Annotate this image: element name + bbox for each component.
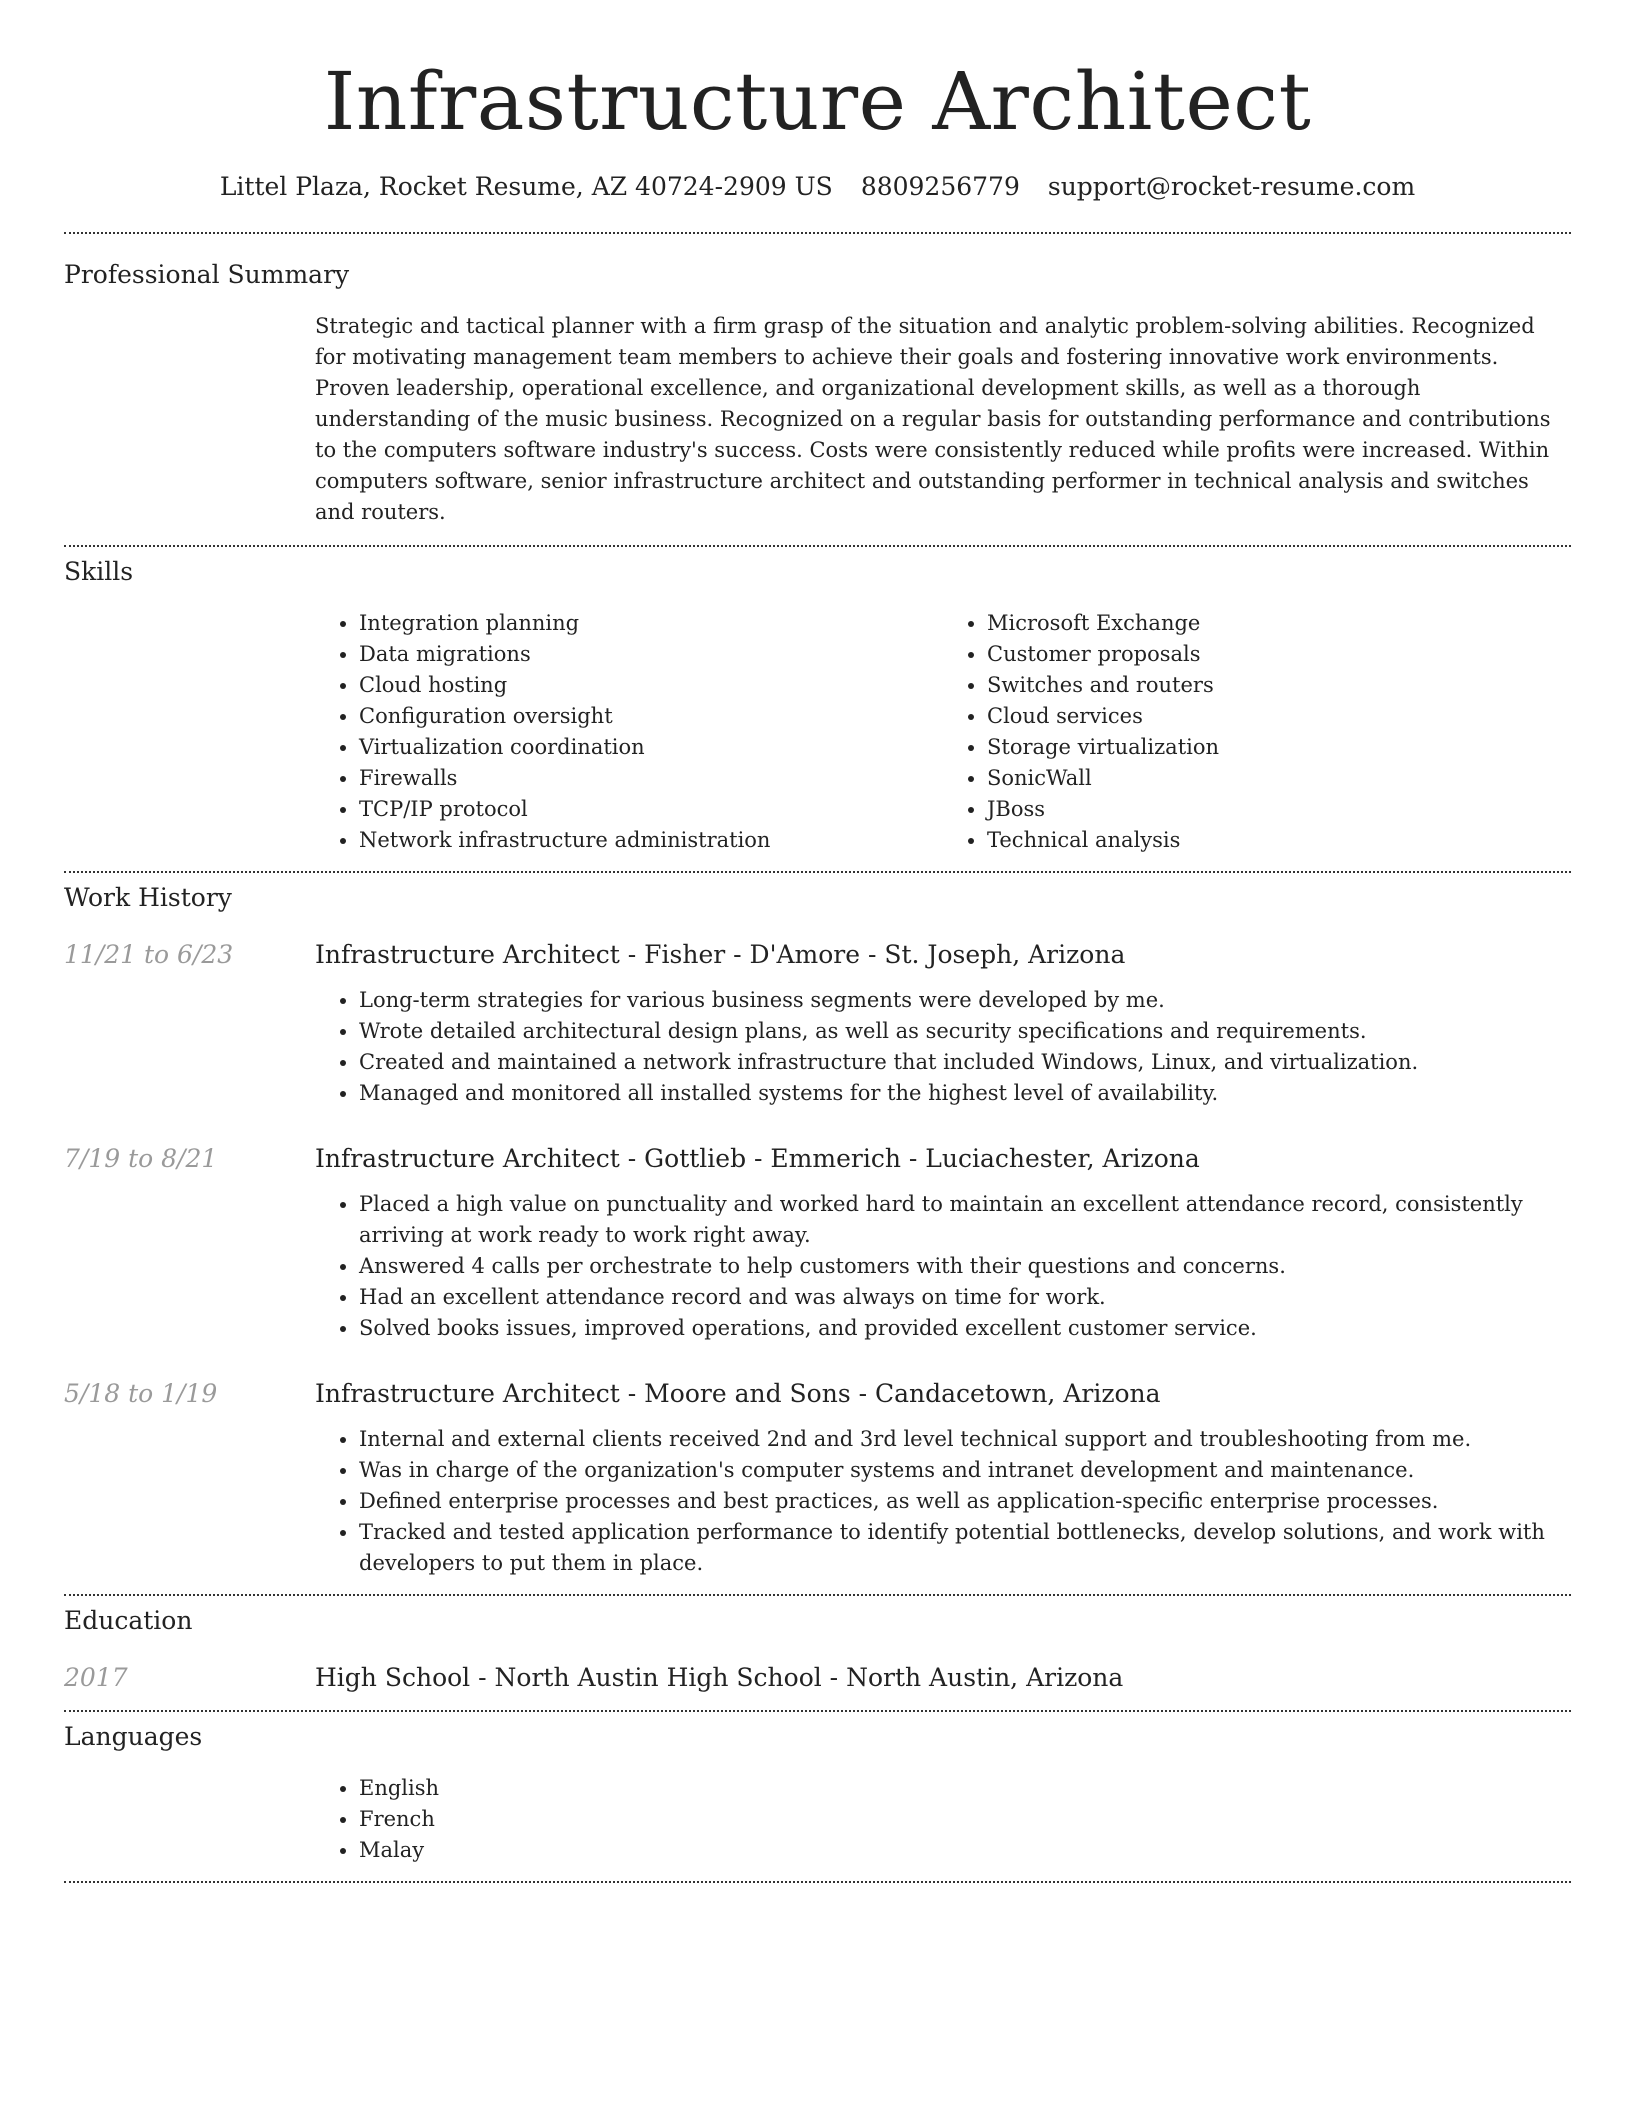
job-bullets <box>315 1424 1571 1579</box>
skill-item: • Integration planning <box>359 608 943 639</box>
job-bullet: • Long-term strategies for various business segments were developed by me. <box>359 985 1571 1016</box>
education-title: Education <box>64 1606 193 1635</box>
language-item: • Malay <box>359 1835 1571 1866</box>
job-bullet: • Was in charge of the organization's computer systems and intranet development and maintenance. <box>359 1455 1571 1486</box>
summary-section <box>64 234 1571 545</box>
language-item: • English <box>359 1773 1571 1804</box>
skill-item: • Switches and routers <box>987 670 1571 701</box>
education-entry: High School - North Austin High School - North Austin, Arizona <box>315 1663 1124 1692</box>
job-bullet: • Placed a high value on punctuality and worked hard to maintain an excellent attendance record, consistently arriving at work ready to work right away. <box>359 1189 1571 1251</box>
job-bullet: • Created and maintained a network infrastructure that included Windows, Linux, and virtualization. <box>359 1047 1571 1078</box>
languages-section <box>64 1712 1571 1881</box>
job-entry <box>64 1377 1571 1579</box>
job-bullet: • Tracked and tested application performance to identify potential bottlenecks, develop solutions, and work with developers to put them in place. <box>359 1517 1571 1579</box>
job-date: 7/19 to 8/21 <box>64 1144 218 1173</box>
job-title: Infrastructure Architect - Fisher - D'Amore - St. Joseph, Arizona <box>315 940 1126 969</box>
job-bullets <box>315 985 1571 1109</box>
job-bullet: • Wrote detailed architectural design plans, as well as security specifications and requirements. <box>359 1016 1571 1047</box>
contact-address: Littel Plaza, Rocket Resume, AZ 40724-2909 US <box>219 172 833 201</box>
job-bullet: • Managed and monitored all installed systems for the highest level of availability. <box>359 1078 1571 1109</box>
job-bullet: • Internal and external clients received 2nd and 3rd level technical support and troubleshooting from me. <box>359 1424 1571 1455</box>
skill-item: • SonicWall <box>987 763 1571 794</box>
job-bullets <box>315 1189 1571 1344</box>
skill-item: • Configuration oversight <box>359 701 943 732</box>
skills-section <box>64 547 1571 871</box>
skills-list-left <box>315 608 943 856</box>
summary-text: Strategic and tactical planner with a firm grasp of the situation and analytic problem-solving abilities. Recognized for motivating management team members to achieve their goals and fostering innovative work environments. Proven leadership, operational excellence, and organizational development skills, as well as a thorough understanding of the music business. Recognized on a regular basis for outstanding performance and contributions to the computers software industry's success. Costs were consistently reduced while profits were increased. Within computers software, senior infrastructure architect and outstanding performer in technical analysis and switches and routers. <box>315 314 1551 524</box>
job-bullet: • Defined enterprise processes and best practices, as well as application-specific enterprise processes. <box>359 1486 1571 1517</box>
skill-item: • Customer proposals <box>987 639 1571 670</box>
skill-item: • Cloud hosting <box>359 670 943 701</box>
skill-item: • Data migrations <box>359 639 943 670</box>
languages-list <box>315 1773 1571 1866</box>
skill-item: • JBoss <box>987 794 1571 825</box>
skill-item: • Microsoft Exchange <box>987 608 1571 639</box>
language-item: • French <box>359 1804 1571 1835</box>
job-bullet: • Solved books issues, improved operations, and provided excellent customer service. <box>359 1313 1571 1344</box>
education-section <box>64 1596 1571 1710</box>
skills-title: Skills <box>64 557 134 586</box>
job-date: 11/21 to 6/23 <box>64 940 234 969</box>
skill-item: • Storage virtualization <box>987 732 1571 763</box>
work-title: Work History <box>64 883 232 912</box>
education-date: 2017 <box>64 1663 128 1692</box>
skill-item: • Virtualization coordination <box>359 732 943 763</box>
contact-email[interactable]: support@rocket-resume.com <box>1047 172 1416 201</box>
work-section <box>64 873 1571 1594</box>
languages-title: Languages <box>64 1722 203 1751</box>
job-title: Infrastructure Architect - Gottlieb - Emmerich - Luciachester, Arizona <box>315 1144 1200 1173</box>
job-entry <box>64 1142 1571 1344</box>
job-entry <box>64 938 1571 1109</box>
job-bullet: • Answered 4 calls per orchestrate to help customers with their questions and concerns. <box>359 1251 1571 1282</box>
skill-item: • Network infrastructure administration <box>359 825 943 856</box>
skill-item: • TCP/IP protocol <box>359 794 943 825</box>
skill-item: • Firewalls <box>359 763 943 794</box>
job-date: 5/18 to 1/19 <box>64 1379 218 1408</box>
skill-item: • Technical analysis <box>987 825 1571 856</box>
summary-title: Professional Summary <box>64 260 350 289</box>
resume-page <box>64 0 1571 1883</box>
skill-item: • Cloud services <box>987 701 1571 732</box>
divider <box>64 1881 1571 1883</box>
contact-line <box>64 170 1571 204</box>
job-title: Infrastructure Architect - Moore and Sons - Candacetown, Arizona <box>315 1379 1161 1408</box>
contact-phone: 8809256779 <box>860 172 1020 201</box>
job-bullet: • Had an excellent attendance record and was always on time for work. <box>359 1282 1571 1313</box>
skills-list-right <box>943 608 1571 856</box>
resume-name: Infrastructure Architect <box>323 55 1312 148</box>
